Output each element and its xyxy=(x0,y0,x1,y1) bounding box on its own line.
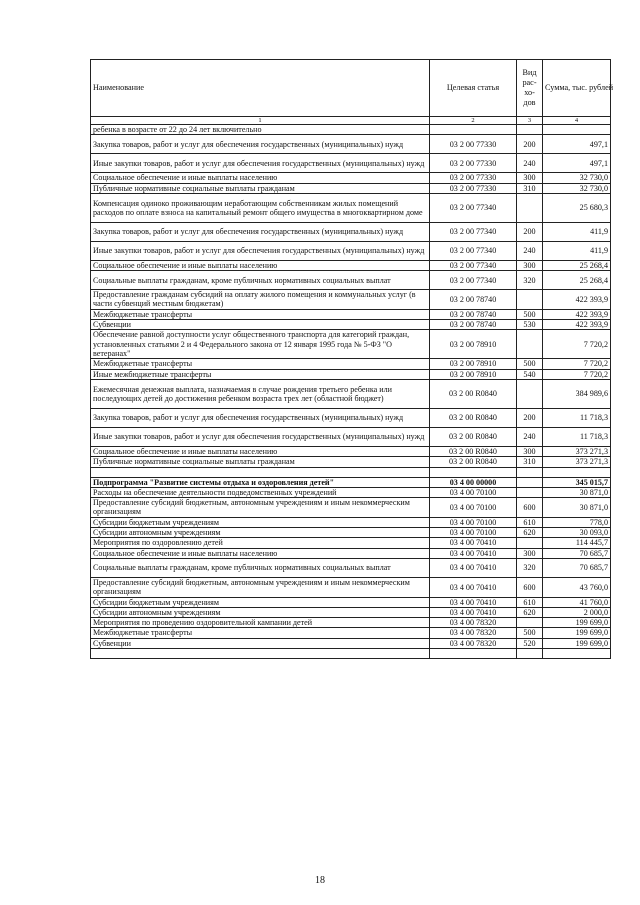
row-sum xyxy=(543,125,611,135)
table-row xyxy=(91,446,611,456)
row-target-article: 03 4 00 70410 xyxy=(430,597,517,607)
row-name: Социальное обеспечение и иные выплаты населению xyxy=(91,173,430,183)
row-sum: 7 720,2 xyxy=(543,359,611,369)
table-row xyxy=(91,241,611,260)
row-expense-kind: 500 xyxy=(517,628,543,638)
table-row xyxy=(91,607,611,617)
row-expense-kind: 620 xyxy=(517,528,543,538)
row-expense-kind: 310 xyxy=(517,457,543,467)
row-expense-kind: 500 xyxy=(517,359,543,369)
table-row xyxy=(91,538,611,548)
row-expense-kind: 240 xyxy=(517,154,543,173)
table-row xyxy=(91,154,611,173)
budget-table xyxy=(90,59,614,659)
row-target-article: 03 2 00 R0840 xyxy=(430,457,517,467)
row-name: Ежемесячная денежная выплата, назначаемая в случае рождения третьего ребенка или последующих детей до достижения ребенком возраста трех лет (областной бюджет) xyxy=(91,379,430,408)
row-target-article: 03 4 00 70410 xyxy=(430,548,517,558)
row-name: Социальные выплаты гражданам, кроме публичных нормативных социальных выплат xyxy=(91,558,430,577)
table-header-row xyxy=(91,60,611,117)
row-expense-kind: 610 xyxy=(517,597,543,607)
row-target-article: 03 2 00 77340 xyxy=(430,260,517,270)
column-index: 2 xyxy=(430,117,517,125)
table-body xyxy=(91,125,611,659)
table-row xyxy=(91,528,611,538)
row-target-article: 03 2 00 78740 xyxy=(430,320,517,330)
row-target-article: 03 2 00 77340 xyxy=(430,271,517,290)
row-name: Межбюджетные трансферты xyxy=(91,309,430,319)
row-expense-kind: 300 xyxy=(517,548,543,558)
row-name: Социальное обеспечение и иные выплаты населению xyxy=(91,548,430,558)
row-sum: 7 720,2 xyxy=(543,330,611,359)
row-target-article: 03 2 00 78740 xyxy=(430,309,517,319)
table-row xyxy=(91,379,611,408)
row-sum: 345 015,7 xyxy=(543,477,611,487)
row-name: Иные закупки товаров, работ и услуг для обеспечения государственных (муниципальных) нужд xyxy=(91,241,430,260)
row-name: Предоставление гражданам субсидий на оплату жилого помещения и коммунальных услуг (в части субвенций местным бюджетам) xyxy=(91,290,430,310)
column-index: 3 xyxy=(517,117,543,125)
row-sum: 30 093,0 xyxy=(543,528,611,538)
table-row xyxy=(91,457,611,467)
row-sum: 11 718,3 xyxy=(543,408,611,427)
table-row xyxy=(91,408,611,427)
row-expense-kind: 540 xyxy=(517,369,543,379)
table-row xyxy=(91,135,611,154)
row-name: Субвенции xyxy=(91,638,430,648)
row-expense-kind: 600 xyxy=(517,498,543,518)
row-sum: 422 393,9 xyxy=(543,320,611,330)
row-expense-kind: 520 xyxy=(517,638,543,648)
header-sum: Сумма, тыс. рублей xyxy=(543,60,611,117)
row-target-article: 03 4 00 70100 xyxy=(430,487,517,497)
row-target-article xyxy=(430,125,517,135)
spacer-row xyxy=(91,649,611,659)
row-expense-kind: 300 xyxy=(517,446,543,456)
table-row xyxy=(91,577,611,597)
row-target-article: 03 2 00 77330 xyxy=(430,135,517,154)
table-row xyxy=(91,222,611,241)
row-name: Субсидии бюджетным учреждениям xyxy=(91,597,430,607)
row-sum: 43 760,0 xyxy=(543,577,611,597)
row-target-article: 03 2 00 77340 xyxy=(430,222,517,241)
table-row xyxy=(91,597,611,607)
row-name: Закупка товаров, работ и услуг для обеспечения государственных (муниципальных) нужд xyxy=(91,222,430,241)
row-name: Социальное обеспечение и иные выплаты населению xyxy=(91,260,430,270)
row-expense-kind: 200 xyxy=(517,135,543,154)
table-row xyxy=(91,271,611,290)
header-name: Наименование xyxy=(91,60,430,117)
header-target-article: Целевая статья xyxy=(430,60,517,117)
table-row xyxy=(91,628,611,638)
row-name: Субсидии автономным учреждениям xyxy=(91,528,430,538)
row-sum: 11 718,3 xyxy=(543,427,611,446)
row-name: Расходы на обеспечение деятельности подведомственных учреждений xyxy=(91,487,430,497)
row-target-article: 03 4 00 78320 xyxy=(430,618,517,628)
document-page xyxy=(90,59,614,659)
table-row xyxy=(91,369,611,379)
table-row xyxy=(91,498,611,518)
row-sum: 32 730,0 xyxy=(543,183,611,193)
row-target-article: 03 2 00 78910 xyxy=(430,359,517,369)
row-sum: 497,1 xyxy=(543,135,611,154)
table-row xyxy=(91,427,611,446)
row-name: Предоставление субсидий бюджетным, автономным учреждениям и иным некоммерческим организациям xyxy=(91,498,430,518)
row-name: Закупка товаров, работ и услуг для обеспечения государственных (муниципальных) нужд xyxy=(91,135,430,154)
row-target-article: 03 4 00 70100 xyxy=(430,528,517,538)
row-expense-kind xyxy=(517,379,543,408)
row-sum: 497,1 xyxy=(543,154,611,173)
row-sum: 373 271,3 xyxy=(543,457,611,467)
row-target-article xyxy=(430,467,517,477)
row-expense-kind: 300 xyxy=(517,260,543,270)
row-target-article: 03 2 00 78910 xyxy=(430,330,517,359)
row-name: Обеспечение равной доступности услуг общественного транспорта для категорий граждан, установленных статьями 2 и 4 Федерального закона от 12 января 1995 года № 5-ФЗ "О ветеранах" xyxy=(91,330,430,359)
table-row xyxy=(91,638,611,648)
row-expense-kind: 200 xyxy=(517,222,543,241)
row-target-article: 03 2 00 77340 xyxy=(430,241,517,260)
row-expense-kind xyxy=(517,618,543,628)
row-name: Предоставление субсидий бюджетным, автономным учреждениям и иным некоммерческим организациям xyxy=(91,577,430,597)
row-name: Субсидии автономным учреждениям xyxy=(91,607,430,617)
row-name: Субвенции xyxy=(91,320,430,330)
row-expense-kind: 600 xyxy=(517,577,543,597)
row-target-article: 03 2 00 78910 xyxy=(430,369,517,379)
row-name: Закупка товаров, работ и услуг для обеспечения государственных (муниципальных) нужд xyxy=(91,408,430,427)
row-name: Субсидии бюджетным учреждениям xyxy=(91,517,430,527)
row-expense-kind: 300 xyxy=(517,173,543,183)
row-target-article: 03 4 00 78320 xyxy=(430,628,517,638)
row-sum: 422 393,9 xyxy=(543,309,611,319)
row-sum xyxy=(543,649,611,659)
row-expense-kind: 310 xyxy=(517,183,543,193)
row-target-article: 03 2 00 R0840 xyxy=(430,427,517,446)
row-expense-kind: 320 xyxy=(517,558,543,577)
row-sum: 199 699,0 xyxy=(543,618,611,628)
row-expense-kind xyxy=(517,330,543,359)
row-target-article: 03 4 00 70100 xyxy=(430,498,517,518)
row-sum: 25 268,4 xyxy=(543,271,611,290)
row-sum: 2 000,0 xyxy=(543,607,611,617)
row-target-article: 03 4 00 70410 xyxy=(430,577,517,597)
row-expense-kind xyxy=(517,487,543,497)
column-index: 4 xyxy=(543,117,611,125)
row-sum: 30 871,0 xyxy=(543,498,611,518)
row-name xyxy=(91,467,430,477)
row-name: Иные межбюджетные трансферты xyxy=(91,369,430,379)
row-sum: 70 685,7 xyxy=(543,558,611,577)
row-name: Мероприятия по оздоровлению детей xyxy=(91,538,430,548)
row-target-article: 03 2 00 R0840 xyxy=(430,379,517,408)
row-target-article xyxy=(430,649,517,659)
row-name xyxy=(91,649,430,659)
row-expense-kind: 530 xyxy=(517,320,543,330)
column-index-row xyxy=(91,117,611,125)
table-row xyxy=(91,260,611,270)
row-expense-kind: 620 xyxy=(517,607,543,617)
table-row xyxy=(91,359,611,369)
table-row xyxy=(91,517,611,527)
row-expense-kind: 240 xyxy=(517,427,543,446)
row-sum: 70 685,7 xyxy=(543,548,611,558)
table-row xyxy=(91,183,611,193)
row-sum: 114 445,7 xyxy=(543,538,611,548)
row-expense-kind xyxy=(517,290,543,310)
row-expense-kind xyxy=(517,538,543,548)
row-sum: 422 393,9 xyxy=(543,290,611,310)
column-index: 1 xyxy=(91,117,430,125)
row-sum: 411,9 xyxy=(543,241,611,260)
row-expense-kind xyxy=(517,477,543,487)
table-row xyxy=(91,618,611,628)
table-row xyxy=(91,193,611,222)
row-name: Иные закупки товаров, работ и услуг для обеспечения государственных (муниципальных) нужд xyxy=(91,427,430,446)
row-sum: 25 268,4 xyxy=(543,260,611,270)
row-target-article: 03 4 00 78320 xyxy=(430,638,517,648)
row-expense-kind xyxy=(517,467,543,477)
row-expense-kind: 200 xyxy=(517,408,543,427)
row-name: Мероприятия по проведению оздоровительной кампании детей xyxy=(91,618,430,628)
row-name: Межбюджетные трансферты xyxy=(91,628,430,638)
row-sum: 25 680,3 xyxy=(543,193,611,222)
spacer-row xyxy=(91,467,611,477)
row-target-article: 03 2 00 77330 xyxy=(430,173,517,183)
row-expense-kind: 500 xyxy=(517,309,543,319)
row-target-article: 03 4 00 70100 xyxy=(430,517,517,527)
row-name: Социальное обеспечение и иные выплаты населению xyxy=(91,446,430,456)
row-sum: 41 760,0 xyxy=(543,597,611,607)
page-number: 18 xyxy=(315,875,325,886)
row-target-article: 03 2 00 R0840 xyxy=(430,408,517,427)
row-target-article: 03 2 00 R0840 xyxy=(430,446,517,456)
row-target-article: 03 4 00 70410 xyxy=(430,538,517,548)
row-name: ребенка в возрасте от 22 до 24 лет включительно xyxy=(91,125,430,135)
table-row xyxy=(91,309,611,319)
table-row xyxy=(91,290,611,310)
row-name: Подпрограмма "Развитие системы отдыха и оздоровления детей" xyxy=(91,477,430,487)
row-name: Социальные выплаты гражданам, кроме публичных нормативных социальных выплат xyxy=(91,271,430,290)
row-expense-kind: 610 xyxy=(517,517,543,527)
row-name: Межбюджетные трансферты xyxy=(91,359,430,369)
row-sum: 7 720,2 xyxy=(543,369,611,379)
row-target-article: 03 4 00 70410 xyxy=(430,607,517,617)
row-sum: 199 699,0 xyxy=(543,628,611,638)
row-expense-kind xyxy=(517,649,543,659)
row-sum: 778,0 xyxy=(543,517,611,527)
row-target-article: 03 2 00 77330 xyxy=(430,154,517,173)
row-target-article: 03 2 00 77330 xyxy=(430,183,517,193)
row-expense-kind xyxy=(517,125,543,135)
row-name: Иные закупки товаров, работ и услуг для обеспечения государственных (муниципальных) нужд xyxy=(91,154,430,173)
table-row xyxy=(91,320,611,330)
row-sum: 373 271,3 xyxy=(543,446,611,456)
table-row xyxy=(91,477,611,487)
row-expense-kind: 320 xyxy=(517,271,543,290)
row-target-article: 03 2 00 78740 xyxy=(430,290,517,310)
row-name: Публичные нормативные социальные выплаты гражданам xyxy=(91,457,430,467)
row-target-article: 03 4 00 70410 xyxy=(430,558,517,577)
table-row xyxy=(91,548,611,558)
row-target-article: 03 2 00 77340 xyxy=(430,193,517,222)
table-row xyxy=(91,125,611,135)
row-sum: 32 730,0 xyxy=(543,173,611,183)
row-sum: 199 699,0 xyxy=(543,638,611,648)
table-row xyxy=(91,558,611,577)
row-expense-kind xyxy=(517,193,543,222)
table-row xyxy=(91,487,611,497)
row-name: Публичные нормативные социальные выплаты гражданам xyxy=(91,183,430,193)
row-expense-kind: 240 xyxy=(517,241,543,260)
row-target-article: 03 4 00 00000 xyxy=(430,477,517,487)
header-expense-kind: Вид рас-хо-дов xyxy=(517,60,543,117)
row-sum xyxy=(543,467,611,477)
table-row xyxy=(91,330,611,359)
row-sum: 384 989,6 xyxy=(543,379,611,408)
row-name: Компенсация одиноко проживающим неработающим собственникам жилых помещений расходов по оплате взноса на капитальный ремонт общего имущества в многоквартирном доме xyxy=(91,193,430,222)
row-sum: 30 871,0 xyxy=(543,487,611,497)
row-sum: 411,9 xyxy=(543,222,611,241)
table-row xyxy=(91,173,611,183)
